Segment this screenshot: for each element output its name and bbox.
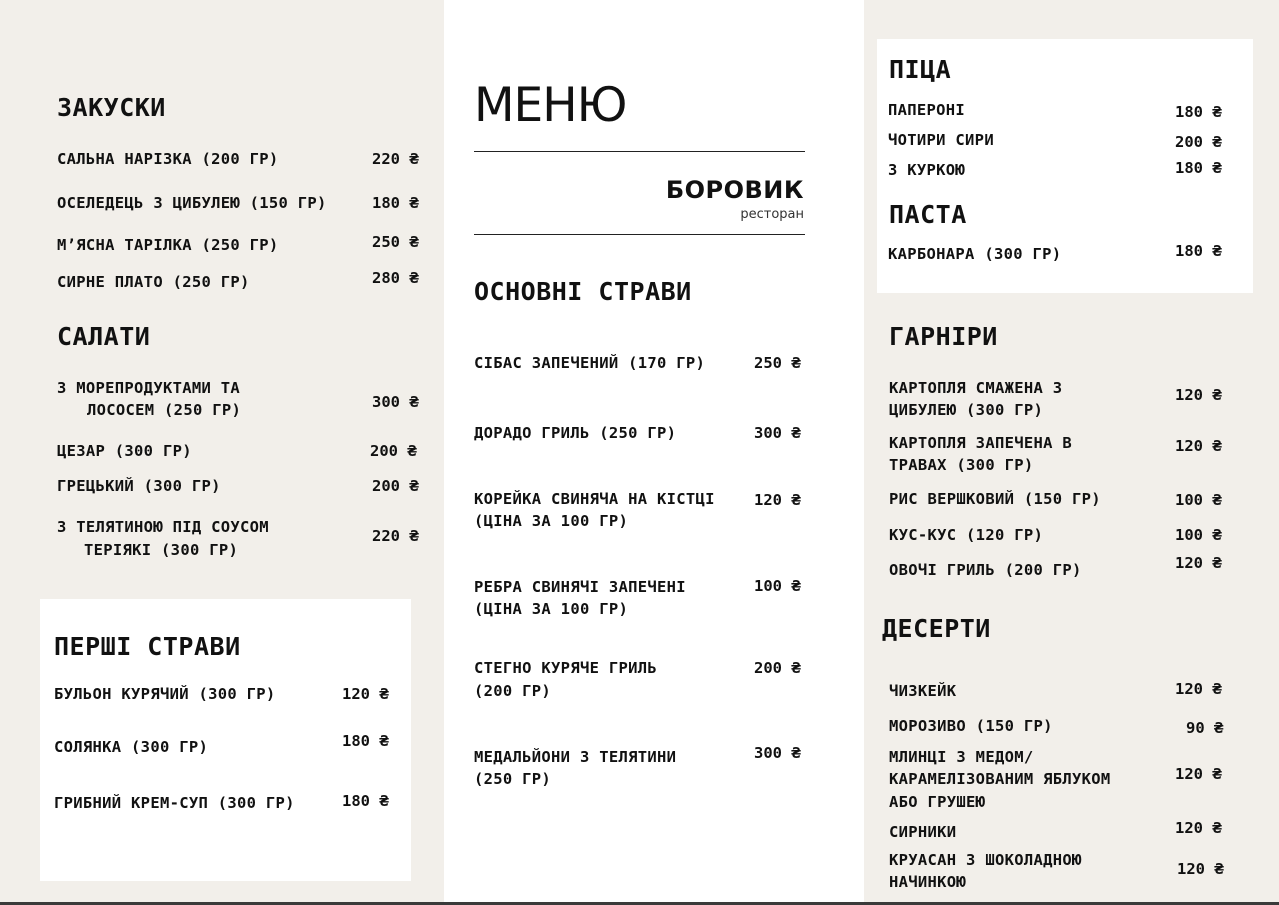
section-title-zakusky: ЗАКУСКИ <box>57 93 166 122</box>
restaurant-type: ресторан <box>740 207 804 222</box>
menu-item-price: 200 ₴ <box>754 659 801 677</box>
menu-item-name: (200 ГР) <box>474 682 552 700</box>
menu-item-price: 180 ₴ <box>342 792 389 810</box>
menu-item-name: З ТЕЛЯТИНОЮ ПІД СОУСОМ <box>57 518 269 536</box>
menu-item-name: КРУАСАН З ШОКОЛАДНОЮ <box>889 851 1082 869</box>
section-title-harniry: ГАРНІРИ <box>889 322 998 351</box>
section-title-salaty: САЛАТИ <box>57 322 151 351</box>
section-title-deserty: ДЕСЕРТИ <box>882 614 991 643</box>
menu-item-name: ЧИЗКЕЙК <box>889 682 957 700</box>
menu-item-price: 120 ₴ <box>1175 819 1222 837</box>
menu-item-price: 120 ₴ <box>1175 554 1222 572</box>
menu-item-name: МОРОЗИВО (150 ГР) <box>889 717 1053 735</box>
menu-item-name: (ЦІНА ЗА 100 ГР) <box>474 600 629 618</box>
menu-item-price: 120 ₴ <box>1175 680 1222 698</box>
menu-item-price: 120 ₴ <box>1175 386 1222 404</box>
menu-item-price: 200 ₴ <box>372 477 419 495</box>
menu-title: МЕНЮ <box>474 78 627 133</box>
menu-item-name: ТРАВАХ (300 ГР) <box>889 456 1034 474</box>
menu-item-name: КАРТОПЛЯ СМАЖЕНА З <box>889 379 1063 397</box>
menu-item-name: (ЦІНА ЗА 100 ГР) <box>474 512 629 530</box>
menu-item-name: ДОРАДО ГРИЛЬ (250 ГР) <box>474 424 677 442</box>
menu-item-name: З КУРКОЮ <box>888 161 966 179</box>
menu-item-name: СИРНИКИ <box>889 823 957 841</box>
menu-item-price: 180 ₴ <box>1175 159 1222 177</box>
menu-item-name: ГРЕЦЬКИЙ (300 ГР) <box>57 477 221 495</box>
menu-item-name: МЕДАЛЬЙОНИ З ТЕЛЯТИНИ <box>474 748 677 766</box>
menu-item-price: 120 ₴ <box>1175 437 1222 455</box>
menu-item-price: 120 ₴ <box>754 491 801 509</box>
menu-item-name: КОРЕЙКА СВИНЯЧА НА КІСТЦІ <box>474 490 715 508</box>
menu-item-name: СОЛЯНКА (300 ГР) <box>54 738 209 756</box>
menu-item-price: 280 ₴ <box>372 269 419 287</box>
menu-item-name: ЦИБУЛЕЮ (300 ГР) <box>889 401 1044 419</box>
menu-item-price: 220 ₴ <box>372 527 419 545</box>
menu-item-price: 120 ₴ <box>342 685 389 703</box>
menu-item-name: НАЧИНКОЮ <box>889 873 967 891</box>
menu-item-name: КАРБОНАРА (300 ГР) <box>888 245 1062 263</box>
menu-item-name: (250 ГР) <box>474 770 552 788</box>
section-title-pasta: ПАСТА <box>889 200 967 229</box>
menu-item-price: 220 ₴ <box>372 150 419 168</box>
section-title-pitsa: ПІЦА <box>889 55 952 84</box>
menu-item-name: ГРИБНИЙ КРЕМ-СУП (300 ГР) <box>54 794 295 812</box>
menu-item-name: КУС-КУС (120 ГР) <box>889 526 1044 544</box>
menu-item-name: ЛОСОСЕМ (250 ГР) <box>87 401 242 419</box>
menu-item-price: 180 ₴ <box>342 732 389 750</box>
menu-item-name: БУЛЬОН КУРЯЧИЙ (300 ГР) <box>54 685 276 703</box>
menu-item-name: СИРНЕ ПЛАТО (250 ГР) <box>57 273 250 291</box>
menu-item-price: 250 ₴ <box>372 233 419 251</box>
menu-item-name: КАРАМЕЛІЗОВАНИМ ЯБЛУКОМ <box>889 770 1111 788</box>
menu-item-price: 300 ₴ <box>754 744 801 762</box>
restaurant-name: БОРОВИК <box>665 176 804 204</box>
section-title-osnovni: ОСНОВНІ СТРАВИ <box>474 277 692 306</box>
menu-item-name: ТЕРІЯКІ (300 ГР) <box>84 541 239 559</box>
menu-item-name: М’ЯСНА ТАРІЛКА (250 ГР) <box>57 236 279 254</box>
menu-item-name: ПАПЕРОНІ <box>888 101 966 119</box>
menu-item-price: 180 ₴ <box>372 194 419 212</box>
menu-item-price: 300 ₴ <box>754 424 801 442</box>
menu-item-price: 200 ₴ <box>370 442 417 460</box>
menu-item-name: СІБАС ЗАПЕЧЕНИЙ (170 ГР) <box>474 354 706 372</box>
menu-item-price: 90 ₴ <box>1186 719 1224 737</box>
menu-item-name: МЛИНЦІ З МЕДОМ/ <box>889 748 1034 766</box>
menu-item-name: КАРТОПЛЯ ЗАПЕЧЕНА В <box>889 434 1073 452</box>
menu-item-price: 100 ₴ <box>754 577 801 595</box>
menu-item-price: 100 ₴ <box>1175 491 1222 509</box>
menu-item-price: 180 ₴ <box>1175 242 1222 260</box>
menu-item-name: РИС ВЕРШКОВИЙ (150 ГР) <box>889 490 1101 508</box>
menu-item-name: ОСЕЛЕДЕЦЬ З ЦИБУЛЕЮ (150 ГР) <box>57 194 327 212</box>
menu-item-price: 300 ₴ <box>372 393 419 411</box>
divider <box>474 151 805 152</box>
menu-item-name: ЧОТИРИ СИРИ <box>888 131 994 149</box>
menu-item-price: 250 ₴ <box>754 354 801 372</box>
menu-item-name: РЕБРА СВИНЯЧІ ЗАПЕЧЕНІ <box>474 578 686 596</box>
menu-item-price: 180 ₴ <box>1175 103 1222 121</box>
menu-item-name: ОВОЧІ ГРИЛЬ (200 ГР) <box>889 561 1082 579</box>
menu-item-price: 100 ₴ <box>1175 526 1222 544</box>
menu-item-price: 120 ₴ <box>1175 765 1222 783</box>
divider <box>474 234 805 235</box>
menu-item-name: ЦЕЗАР (300 ГР) <box>57 442 192 460</box>
menu-item-price: 120 ₴ <box>1177 860 1224 878</box>
menu-item-name: АБО ГРУШЕЮ <box>889 793 986 811</box>
section-title-pershi: ПЕРШІ СТРАВИ <box>54 632 241 661</box>
menu-item-name: САЛЬНА НАРІЗКА (200 ГР) <box>57 150 279 168</box>
menu-item-price: 200 ₴ <box>1175 133 1222 151</box>
menu-item-name: З МОРЕПРОДУКТАМИ ТА <box>57 379 241 397</box>
menu-item-name: СТЕГНО КУРЯЧЕ ГРИЛЬ <box>474 659 658 677</box>
